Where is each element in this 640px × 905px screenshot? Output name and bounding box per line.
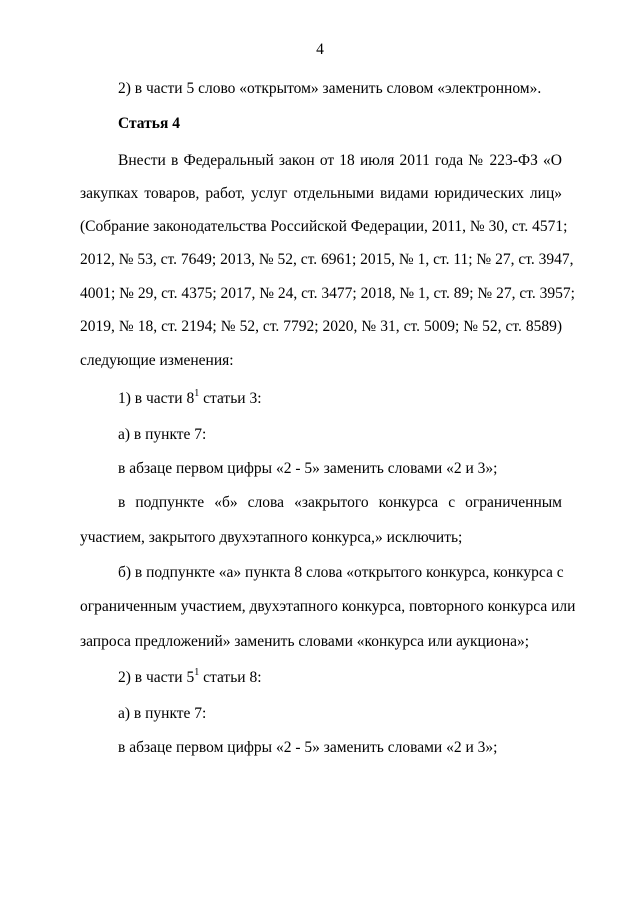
paragraph-item-1a-second-line-2: участием, закрытого двухэтапного конкурса,» исключить; bbox=[80, 529, 463, 546]
item-2-prefix: 2) в части 5 bbox=[118, 669, 195, 686]
item-1-suffix: статьи 3: bbox=[199, 390, 262, 407]
item-1-prefix: 1) в части 8 bbox=[118, 390, 195, 407]
intro-line-1: Внести в Федеральный закон от 18 июля 2011 года № 223-ФЗ «О bbox=[118, 152, 562, 169]
paragraph-item-1b-line-2: ограниченным участием, двухэтапного конкурса, повторного конкурса или bbox=[80, 598, 576, 615]
paragraph-item-2a-first: в абзаце первом цифры «2 - 5» заменить словами «2 и 3»; bbox=[118, 739, 498, 756]
paragraph-item-2 bbox=[118, 666, 262, 687]
paragraph-item-1b-line-1: б) в подпункте «а» пункта 8 слова «открытого конкурса, конкурса с bbox=[118, 564, 564, 581]
paragraph-item-1 bbox=[118, 387, 262, 408]
paragraph-item-1a-second-line-1: в подпункте «б» слова «закрытого конкурса с ограниченным bbox=[118, 494, 562, 511]
paragraph-item-1a: а) в пункте 7: bbox=[118, 426, 207, 443]
intro-line-4: 2012, № 53, ст. 7649; 2013, № 52, ст. 6961; 2015, № 1, ст. 11; № 27, ст. 3947, bbox=[80, 251, 574, 268]
item-2-superscript: 1 bbox=[194, 666, 200, 678]
intro-line-6: 2019, № 18, ст. 2194; № 52, ст. 7792; 2020, № 31, ст. 5009; № 52, ст. 8589) bbox=[80, 318, 562, 335]
page-number: 4 bbox=[316, 41, 324, 58]
item-2-suffix: статьи 8: bbox=[199, 669, 262, 686]
intro-line-7: следующие изменения: bbox=[80, 352, 234, 369]
paragraph-item-2-previous: 2) в части 5 слово «открытом» заменить словом «электронном». bbox=[118, 80, 542, 97]
article-heading: Статья 4 bbox=[118, 115, 180, 132]
paragraph-item-2a: а) в пункте 7: bbox=[118, 705, 207, 722]
intro-line-3: (Собрание законодательства Российской Федерации, 2011, № 30, ст. 4571; bbox=[80, 218, 568, 235]
item-1-superscript: 1 bbox=[194, 387, 200, 399]
paragraph-item-1a-first: в абзаце первом цифры «2 - 5» заменить словами «2 и 3»; bbox=[118, 460, 498, 477]
intro-line-5: 4001; № 29, ст. 4375; 2017, № 24, ст. 3477; 2018, № 1, ст. 89; № 27, ст. 3957; bbox=[80, 285, 575, 302]
intro-line-2: закупках товаров, работ, услуг отдельными видами юридических лиц» bbox=[80, 185, 562, 202]
paragraph-item-1b-line-3: запроса предложений» заменить словами «конкурса или аукциона»; bbox=[80, 633, 530, 650]
